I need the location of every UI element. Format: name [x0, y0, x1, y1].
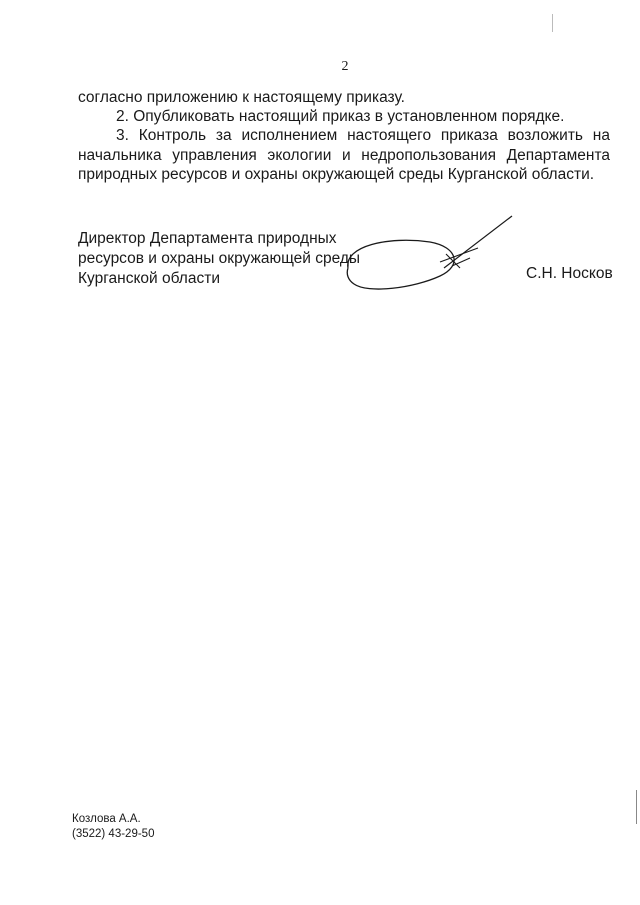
paragraph-item-3-line-2: начальника управления экологии и недропользования Департамента	[78, 146, 610, 164]
signatory-title-line-1: Директор Департамента природных	[78, 230, 337, 247]
page-number: 2	[341, 59, 349, 74]
executor-phone: (3522) 43-29-50	[72, 828, 155, 840]
executor-info	[72, 812, 154, 842]
scan-edge-mark	[636, 790, 637, 824]
executor-name: Козлова А.А.	[72, 813, 141, 825]
signatory-title-line-3: Курганской области	[78, 270, 220, 287]
scan-edge-mark	[552, 14, 553, 32]
handwritten-signature	[340, 210, 520, 300]
paragraph-item-3-line-3: природных ресурсов и охраны окружающей среды Курганской области.	[78, 166, 595, 183]
paragraph-item-2: 2. Опубликовать настоящий приказ в установленном порядке.	[116, 108, 565, 125]
signatory-name: С.Н. Носков	[526, 265, 613, 282]
paragraph-item-3	[78, 126, 610, 185]
signatory-title-line-2: ресурсов и охраны окружающей среды	[78, 250, 361, 267]
paragraph-continuation: согласно приложению к настоящему приказу.	[78, 89, 405, 106]
paragraph-item-3-line-1: 3. Контроль за исполнением настоящего приказа возложить на	[116, 127, 610, 144]
signatory-title	[78, 229, 360, 289]
